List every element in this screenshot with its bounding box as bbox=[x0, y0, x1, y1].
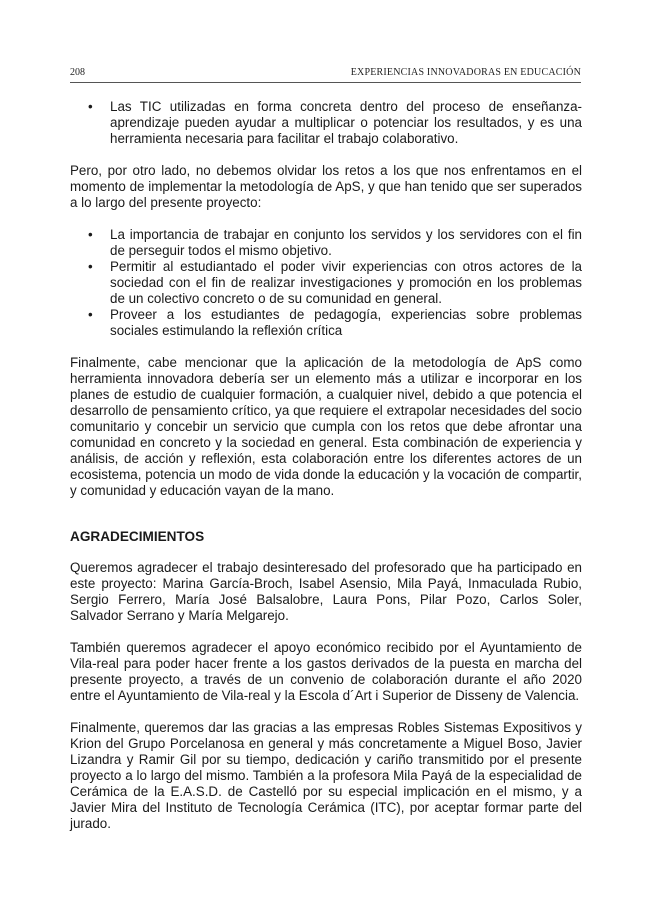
paragraph-ack-teachers: Queremos agradecer el trabajo desinteresado del profesorado que ha participado en este proyecto: Marina García-Broch, Isabel Asensio, Mila Payá, Inmaculada Rubio, Sergio Ferrero, María José Balsalobre, Laura Pons, Pilar Pozo, Carlos Soler, Salvador Serrano y María Melgarejo. bbox=[70, 560, 582, 623]
list-item bbox=[70, 227, 582, 259]
list-item-text: La importancia de trabajar en conjunto los servidos y los servidores con el fin de perseguir todos el mismo objetivo. bbox=[110, 227, 582, 258]
list-item bbox=[70, 259, 582, 307]
bullet-icon: • bbox=[88, 99, 93, 114]
bullet-list-retos bbox=[70, 227, 582, 339]
bullet-icon: • bbox=[88, 259, 93, 274]
list-item-text: Proveer a los estudiantes de pedagogía, experiencias sobre problemas sociales estimulando la reflexión crítica bbox=[110, 307, 582, 338]
bullet-list-tic bbox=[70, 99, 582, 147]
paragraph-conclusion: Finalmente, cabe mencionar que la aplicación de la metodología de ApS como herramienta innovadora debería ser un elemento más a utilizar e incorporar en los planes de estudio de cualquier formación, a cualquier nivel, debido a que potencia el desarrollo de pensamiento crítico, ya que requiere el extrapolar necesidades del socio comunitario y concebir un servicio que cumpla con los retos que debe afrontar una comunidad en concreto y la sociedad en general. Esta combinación de experiencia y análisis, de acción y reflexión, esta colaboración entre los diferentes actores de un ecosistema, potencia un modo de vida donde la educación y la vocación de compartir, y comunidad y educación vayan de la mano. bbox=[70, 355, 582, 498]
bullet-icon: • bbox=[88, 227, 93, 242]
paragraph-retos: Pero, por otro lado, no debemos olvidar los retos a los que nos enfrentamos en el momento de implementar la metodología de ApS, y que han tenido que ser superados a lo largo del presente proyecto: bbox=[70, 163, 582, 210]
list-item bbox=[70, 307, 582, 339]
list-item-text: Las TIC utilizadas en forma concreta dentro del proceso de enseñanza-aprendizaje pueden ayudar a multiplicar o potenciar los resultados, y es una herramienta necesaria para facilitar el trabajo colaborativo. bbox=[110, 99, 582, 146]
page-header bbox=[70, 67, 581, 83]
list-item-text: Permitir al estudiantado el poder vivir experiencias con otros actores de la sociedad con el fin de realizar investigaciones y promoción en los problemas de un colectivo concreto o de su comunidad en general. bbox=[110, 259, 582, 306]
list-item bbox=[70, 99, 582, 147]
paragraph-ack-companies: Finalmente, queremos dar las gracias a las empresas Robles Sistemas Expositivos y Krion del Grupo Porcelanosa en general y más concretamente a Miguel Boso, Javier Lizandra y Ramir Gil por su tiempo, dedicación y cariño transmitido por el presente proyecto a lo largo del mismo. También a la profesora Mila Payá de la especialidad de Cerámica de la E.A.S.D. de Castelló por su especial implicación en el mismo, y a Javier Mira del Instituto de Tecnología Cerámica (ITC), por aceptar formar parte del jurado. bbox=[70, 720, 582, 831]
page-number: 208 bbox=[70, 67, 85, 78]
section-heading: AGRADECIMIENTOS bbox=[70, 529, 205, 544]
page-body bbox=[70, 99, 582, 848]
bullet-icon: • bbox=[88, 307, 93, 322]
running-title: EXPERIENCIAS INNOVADORAS EN EDUCACIÓN bbox=[350, 67, 581, 78]
paragraph-ack-funding: También queremos agradecer el apoyo económico recibido por el Ayuntamiento de Vila-real para poder hacer frente a los gastos derivados de la puesta en marcha del presente proyecto, a través de un convenio de colaboración durante el año 2020 entre el Ayuntamiento de Vila-real y la Escola d´Art i Superior de Disseny de Valencia. bbox=[70, 640, 582, 703]
